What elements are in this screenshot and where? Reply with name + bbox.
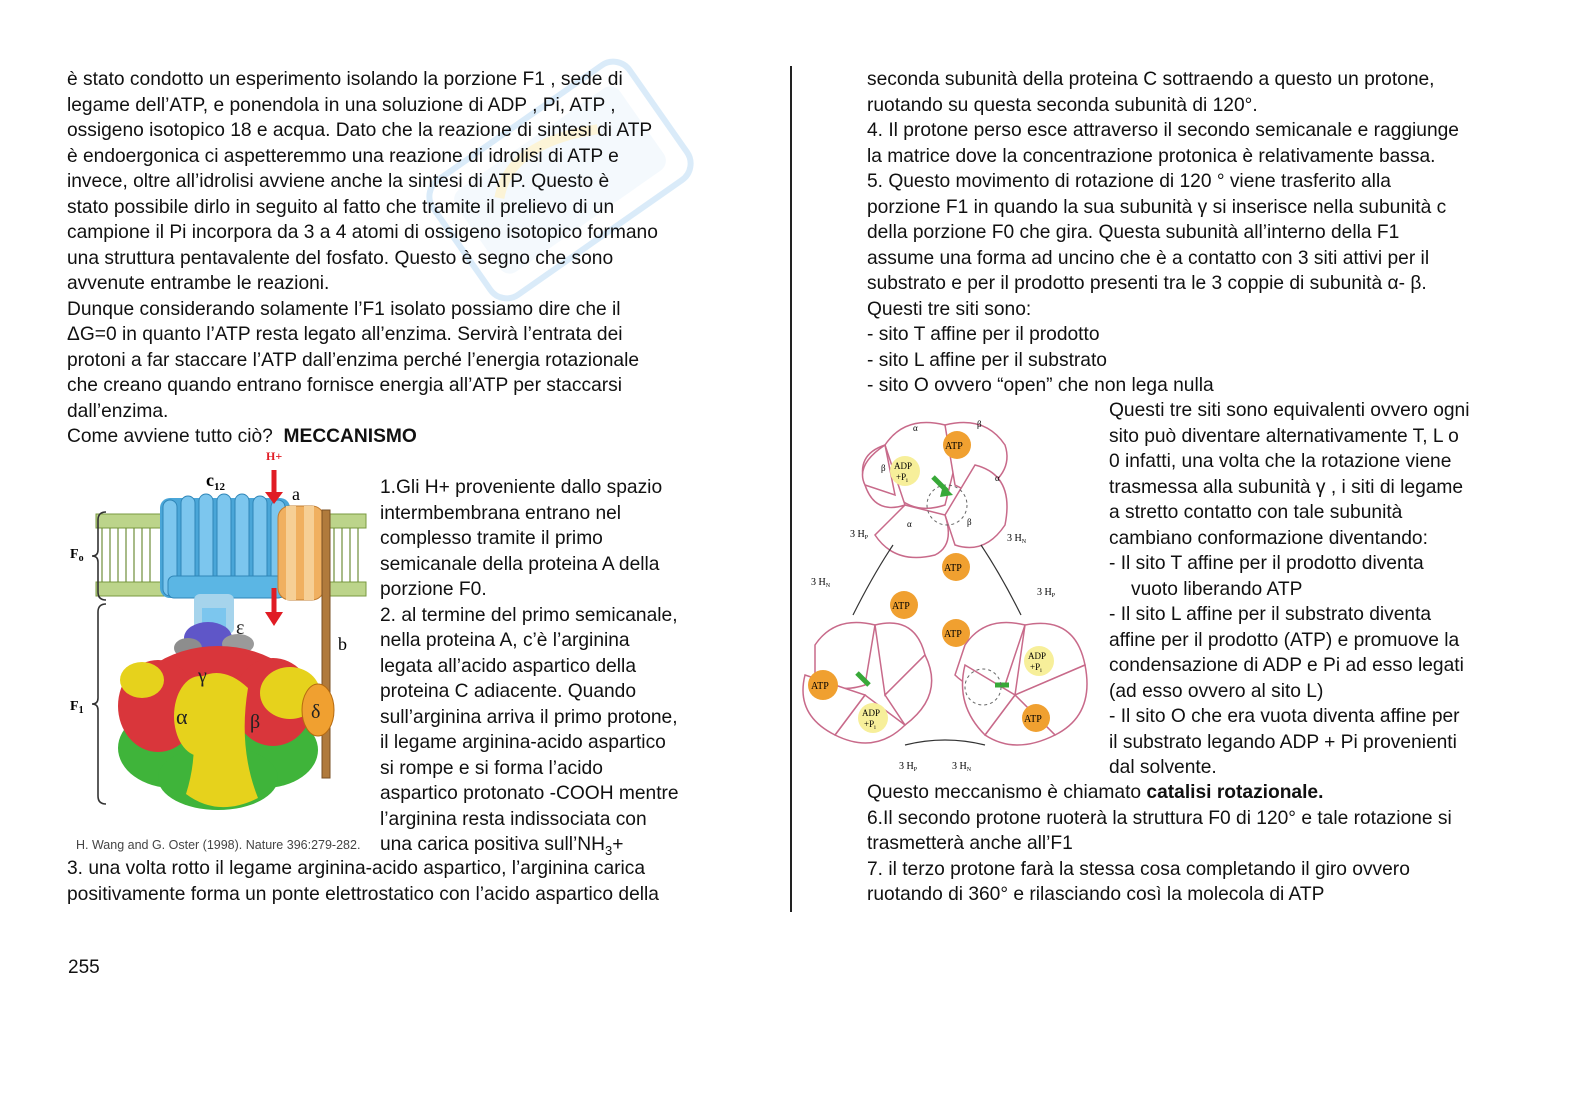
text-line: - Il sito T affine per il prodotto diventa <box>1109 553 1424 574</box>
adp-label: ADP <box>894 461 913 471</box>
left-steps-text <box>380 475 710 863</box>
question-line <box>67 424 767 450</box>
alpha-label: α <box>913 423 918 433</box>
a-label: a <box>292 484 300 504</box>
f1-brace <box>92 604 106 804</box>
f1-bottom-right <box>955 623 1087 746</box>
text-line: Questi tre siti sono: <box>867 298 1032 320</box>
list-item <box>1109 602 1529 704</box>
text-line: avvenute entrambe le reazioni. <box>67 273 330 294</box>
text-line: che creano quando entrano fornisce energia all’ATP per staccarsi <box>67 375 622 396</box>
text-line: substrato e per il prodotto presenti tra le 3 coppie di subunità α- β. <box>867 273 1427 294</box>
text-line: è stato condotto un esperimento isolando la porzione F1 , sede di <box>67 69 623 90</box>
text-line: a stretto contatto con tale subunità <box>1109 502 1403 523</box>
text-line: una struttura pentavalente del fosfato. Questo è segno che sono <box>67 247 614 269</box>
text-line: campione il Pi incorpora da 3 a 4 atomi di ossigeno isotopico formano <box>67 222 658 243</box>
text-line: aspartico protonato -COOH mentre <box>380 783 679 804</box>
text-line: legame dell’ATP, e ponendola in una soluzione di ADP , Pi, ATP , <box>67 94 616 116</box>
beta-label: β <box>967 517 972 527</box>
text-line: - Il sito L affine per il substrato diventa <box>1109 604 1432 625</box>
text-line: porzione F0. <box>380 579 487 600</box>
adp-label: ADP <box>862 708 881 718</box>
left-step3-text <box>67 856 777 907</box>
alpha-label: α <box>995 473 1000 483</box>
beta-label: β <box>881 463 886 473</box>
proton-label: 3 $H_P$ <box>899 761 918 773</box>
text-line: stato possibile dirlo in seguito al fatto che tramite il prelievo di un <box>67 196 615 218</box>
text-line: dal solvente. <box>1109 757 1217 778</box>
gamma-label: γ <box>198 665 207 687</box>
text-line: assume una forma ad uncino che è a contatto con 3 siti attivi per il <box>867 247 1430 269</box>
f1-label: $F_1$ <box>70 699 84 716</box>
mechanism-name: catalisi rotazionale. <box>1146 782 1324 803</box>
text-line: ruotando di 360° e rilasciando così la molecola di ATP <box>867 884 1325 905</box>
figure-caption: H. Wang and G. Oster (1998). Nature 396:279-282. <box>76 838 361 852</box>
text-line: - Il sito O che era vuota diventa affine per <box>1109 706 1460 727</box>
b-subunit <box>322 510 330 778</box>
binding-change-diagram <box>795 405 1095 785</box>
a-subunit <box>278 506 324 600</box>
text-line: intermbembrana entrano nel <box>380 502 622 524</box>
page-number: 255 <box>68 957 100 978</box>
column-divider <box>790 66 792 912</box>
atp-label: ATP <box>944 629 962 640</box>
text-line: il legame arginina-acido aspartico <box>380 732 666 753</box>
list-item <box>1109 704 1529 781</box>
text-line: dall’enzima. <box>67 400 169 422</box>
text-line: - sito T affine per il prodotto <box>867 324 1100 345</box>
text-line: cambiano conformazione diventando: <box>1109 527 1428 549</box>
text-line: ΔG=0 in quanto l’ATP resta legato all’enzima. Servirà l’entrata dei <box>67 324 623 345</box>
adp-label: ADP <box>1028 651 1047 661</box>
text-line: legata all’acido aspartico della <box>380 655 636 677</box>
proton-label: 3 $H_N$ <box>952 761 972 773</box>
proton-label: 3 $H_P$ <box>1037 587 1056 599</box>
b-label: b <box>338 634 347 654</box>
text-line: l’arginina resta indissociata con <box>380 808 647 830</box>
c12-label: $c_{12}$ <box>206 470 225 493</box>
text-line: trasmetterà anche all’F1 <box>867 833 1073 854</box>
pi-label: $+P_i$ <box>896 472 908 484</box>
text-line: condensazione di ADP e Pi ad esso legati <box>1109 655 1464 676</box>
atp-label: ATP <box>945 441 963 452</box>
nh3-suffix: + <box>612 834 624 855</box>
text-line: 6.Il secondo protone ruoterà la struttura F0 di 120° e tale rotazione si <box>867 807 1452 829</box>
text-line: positivamente forma un ponte elettrostatico con l’acido aspartico della <box>67 883 659 905</box>
nh3-sub: 3 <box>605 842 613 858</box>
text-line: proteina C adiacente. Quando <box>380 681 637 702</box>
alpha-label: α <box>176 704 188 729</box>
atp-label: ATP <box>1024 714 1042 725</box>
mechanism-line <box>867 780 1547 806</box>
beta-label: β <box>977 419 982 429</box>
atp-label: ATP <box>811 681 829 692</box>
alpha-label: α <box>907 519 912 529</box>
text-line: della porzione F0 che gira. Questa subunità all’interno della F1 <box>867 222 1400 243</box>
epsilon-label: ε <box>236 617 245 639</box>
text-line: si rompe e si forma l’acido <box>380 757 603 779</box>
text-line: semicanale della proteina A della <box>380 553 660 575</box>
pi-label: $+P_i$ <box>864 719 876 731</box>
beta-label: β <box>250 711 261 733</box>
text-line: vuoto liberando ATP <box>1131 578 1303 600</box>
text-line: sito può diventare alternativamente T, L o <box>1109 425 1459 447</box>
atp-label: ATP <box>892 601 910 612</box>
left-intro-text <box>67 67 767 450</box>
atp-label: ATP <box>944 563 962 574</box>
f1-top <box>863 423 1008 558</box>
text-line: ruotando su questa seconda subunità di 120°. <box>867 94 1258 116</box>
text-line: complesso tramite il primo <box>380 528 603 549</box>
pi-label: $+P_i$ <box>1030 662 1042 674</box>
text-line: 3. una volta rotto il legame arginina-acido aspartico, l’arginina carica <box>67 858 646 879</box>
mechanism-prefix: Questo meccanismo è chiamato <box>867 782 1142 803</box>
list-item <box>1109 551 1529 602</box>
text-line: è endoergonica ci aspetteremmo una reazione di idrolisi di ATP e <box>67 145 619 167</box>
fo-label: $F_o$ <box>70 547 84 564</box>
text-line: ossigeno isotopico 18 e acqua. Dato che la reazione di sintesi di ATP <box>67 120 653 141</box>
proton-label: 3 $H_N$ <box>1007 533 1027 545</box>
text-line: la matrice dove la concentrazione protonica è relativamente bassa. <box>867 145 1436 167</box>
text-line: il substrato legando ADP + Pi provenienti <box>1109 731 1457 753</box>
text-line: nella proteina A, c’è l’arginina <box>380 630 630 651</box>
text-line: (ad esso ovvero al sito L) <box>1109 680 1324 702</box>
right-side-text <box>1109 398 1529 781</box>
text-line: seconda subunità della proteina C sottraendo a questo un protone, <box>867 69 1435 90</box>
text-line: 5. Questo movimento di rotazione di 120 ° viene trasferito alla <box>867 171 1391 192</box>
text-line: sull’arginina arriva il primo protone, <box>380 706 678 728</box>
proton-label: 3 $H_N$ <box>811 577 831 589</box>
nh3-prefix: una carica positiva sull’NH <box>380 834 606 855</box>
text-line: protoni a far staccare l’ATP dall’enzima perché l’energia rotazionale <box>67 349 640 371</box>
text-line: porzione F1 in quando la sua subunità γ si inserisce nella subunità c <box>867 196 1447 218</box>
c-ring <box>160 494 290 598</box>
text-line: 7. il terzo protone farà la stessa cosa completando il giro ovvero <box>867 858 1410 880</box>
text-line: 2. al termine del primo semicanale, <box>380 604 678 626</box>
text-line: 0 infatti, una volta che la rotazione viene <box>1109 451 1452 472</box>
atp-synthase-figure <box>68 448 368 838</box>
text-line: - sito O ovvero “open” che non lega nulla <box>867 375 1214 396</box>
delta-label: δ <box>311 701 321 723</box>
text-line: - sito L affine per il substrato <box>867 349 1107 371</box>
right-top-text <box>867 67 1547 399</box>
f1-head <box>118 646 320 810</box>
hplus-label: H+ <box>266 449 283 463</box>
text-line: Questi tre siti sono equivalenti ovvero ogni <box>1109 400 1470 421</box>
text-line: 4. Il protone perso esce attraverso il secondo semicanale e raggiunge <box>867 120 1459 141</box>
right-bottom-text <box>867 780 1547 908</box>
text-line: 1.Gli H+ proveniente dallo spazio <box>380 477 663 498</box>
proton-label: 3 $H_P$ <box>850 529 869 541</box>
question-heading: MECCANISMO <box>283 426 417 447</box>
question-text: Come avviene tutto ciò? <box>67 426 273 447</box>
text-line: affine per il prodotto (ATP) e promuove la <box>1109 629 1460 651</box>
text-line: invece, oltre all’idrolisi avviene anche la sintesi di ATP. Questo è <box>67 171 610 192</box>
text-line: trasmessa alla subunità γ , i siti di legame <box>1109 476 1464 498</box>
text-line: Dunque considerando solamente l’F1 isolato possiamo dire che il <box>67 298 621 320</box>
